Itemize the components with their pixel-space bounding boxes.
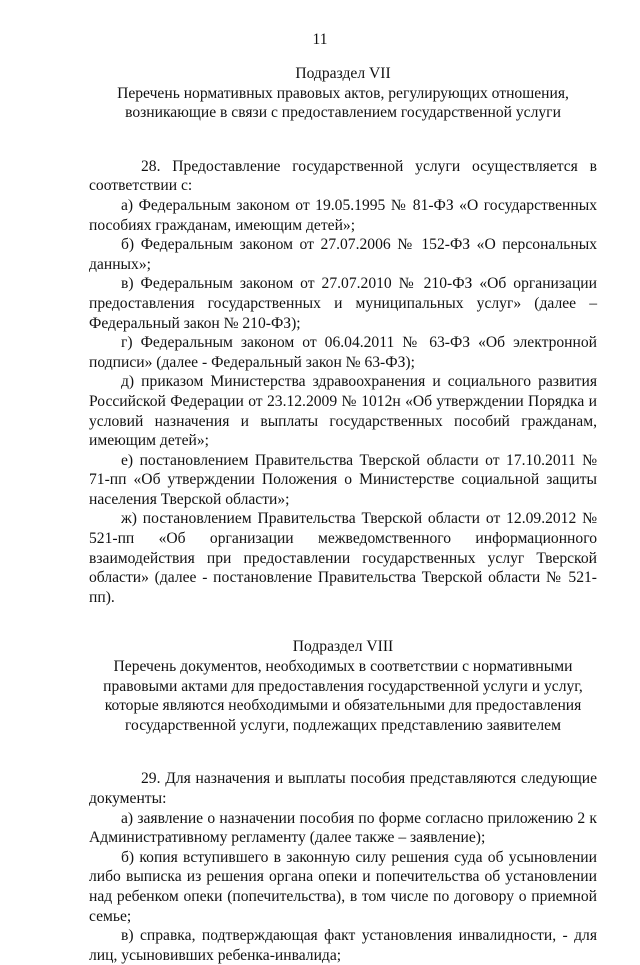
- paragraph-29: 29. Для назначения и выплаты пособия представляются следующие документы:: [89, 770, 597, 807]
- section-8-subtitle: Перечень документов, необходимых в соответствии с нормативными правовыми актами для предоставления государственной услуги и услуг, которые являются необходимыми и обязательными для предоставления государственной услуги, подлежащих представлению заявителем: [103, 658, 583, 734]
- section-7-subtitle: Перечень нормативных правовых актов, регулирующих отношения, возникающие в связи с предоставлением государственной услуги: [117, 84, 569, 122]
- section-8-title: Подраздел VIII: [292, 638, 394, 656]
- paragraph-29b: б) копия вступившего в законную силу решения суда об усыновлении либо выписка из решения органа опеки и попечительства об установлении над ребенком опеки (попечительства), в том числе по договору о приемной семье;: [89, 848, 597, 925]
- paragraph-28zh: ж) постановлением Правительства Тверской области от 12.09.2012 № 521-пп «Об организации межведомственного информационного взаимодействия при предоставлении государственных услуг Тверской области» (далее - постановление Правительства Тверской области № 521-пп).: [89, 510, 597, 606]
- paragraph-28e: е) постановлением Правительства Тверской области от 17.10.2011 № 71-пп «Об утверждении Положения о Министерстве социальной защиты населения Тверской области»;: [89, 451, 597, 508]
- paragraph-29v: в) справка, подтверждающая факт установления инвалидности, - для лиц, усыновивших ребенка-инвалида;: [89, 927, 597, 964]
- paragraph-29a: а) заявление о назначении пособия по форме согласно приложению 2 к Административному регламенту (далее также – заявление);: [89, 809, 597, 847]
- paragraph-28d: д) приказом Министерства здравоохранения и социального развития Российской Федерации от 23.12.2009 № 1012н «Об утверждении Порядка и условий назначения и выплаты государственных пособий гражданам, имеющим детей»;: [89, 373, 597, 450]
- paragraph-28g: г) Федеральным законом от 06.04.2011 № 63-ФЗ «Об электронной подписи» (далее - Федеральный закон № 63-ФЗ);: [89, 334, 597, 371]
- document-body: [89, 64, 597, 965]
- paragraph-28a: а) Федеральным законом от 19.05.1995 № 81-ФЗ «О государственных пособиях гражданам, имеющим детей»;: [89, 196, 597, 234]
- section-7-title: Подраздел VII: [295, 65, 391, 82]
- paragraph-28b: б) Федеральным законом от 27.07.2006 № 152-ФЗ «О персональных данных»;: [89, 236, 597, 273]
- paragraph-28v: в) Федеральным законом от 27.07.2010 № 210-ФЗ «Об организации предоставления государственных и муниципальных услуг» (далее – Федеральный закон № 210-ФЗ);: [89, 275, 597, 332]
- page-number: 11: [312, 31, 328, 48]
- paragraph-28: 28. Предоставление государственной услуги осуществляется в соответствии с:: [89, 157, 597, 195]
